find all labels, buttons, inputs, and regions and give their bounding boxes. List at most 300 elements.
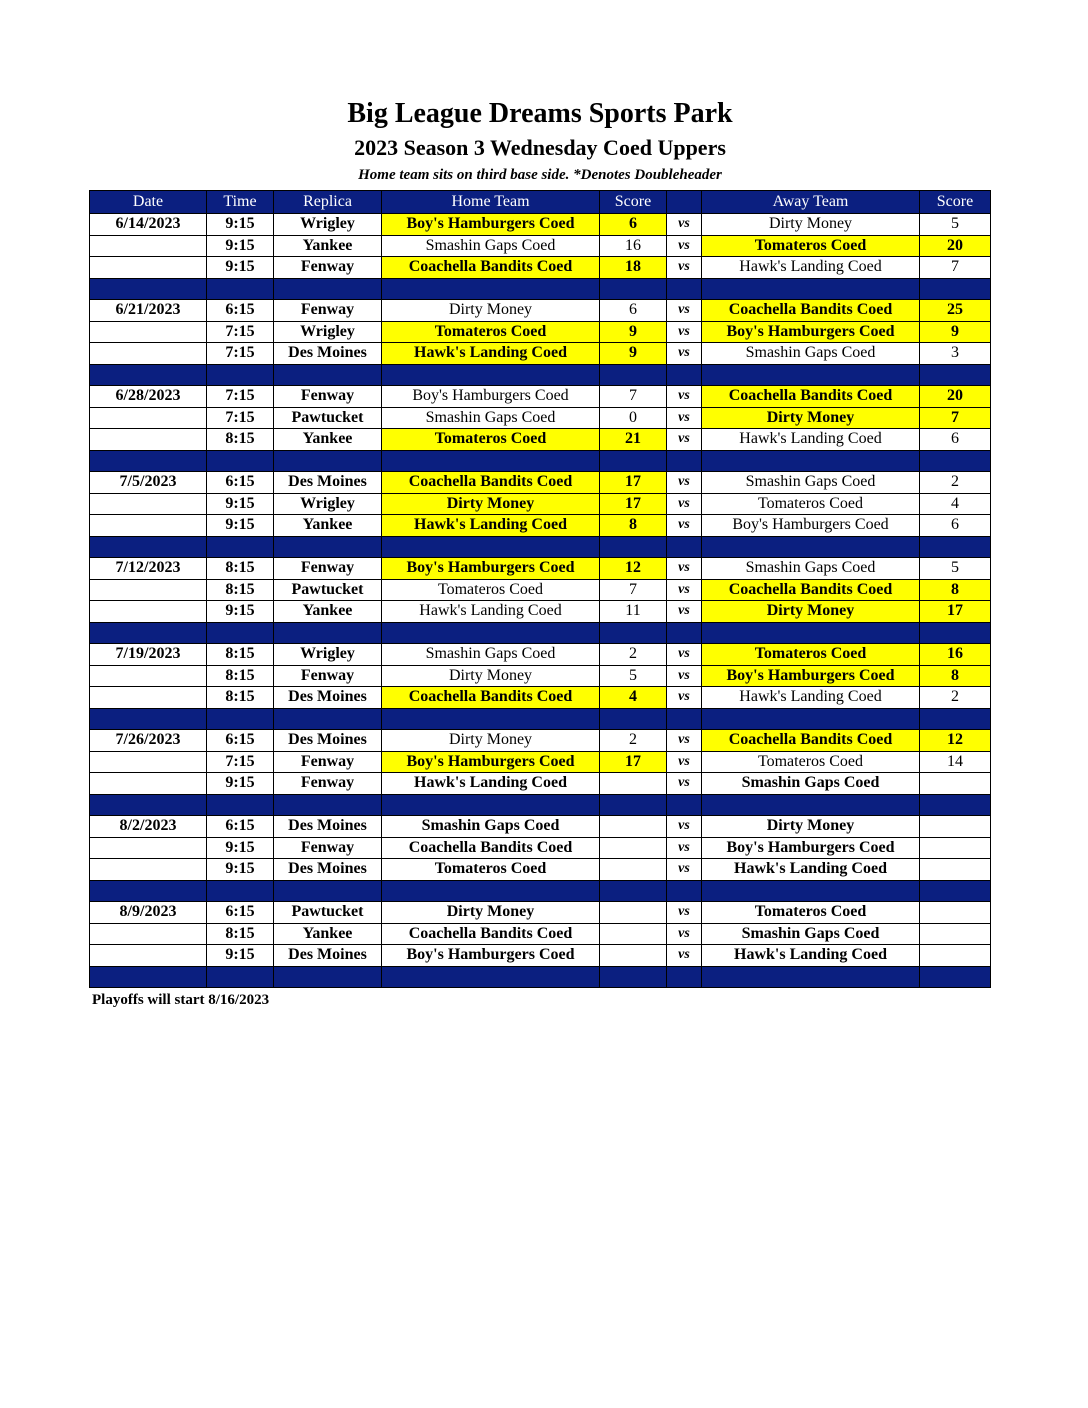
home-score: 17 [600,472,667,494]
home-team: Dirty Money [382,730,600,752]
separator-cell [600,450,667,472]
game-row [90,837,991,859]
separator-cell [382,794,600,816]
away-score [920,837,991,859]
vs-label: vs [667,515,702,537]
game-replica: Fenway [274,257,382,279]
vs-label: vs [667,429,702,451]
col-header-away-score: Score [920,191,991,214]
game-time: 8:15 [207,687,274,709]
separator-cell [274,450,382,472]
game-row [90,257,991,279]
away-score: 3 [920,343,991,365]
game-row [90,773,991,795]
game-row [90,945,991,967]
game-date [90,923,207,945]
game-row [90,515,991,537]
home-team: Tomateros Coed [382,429,600,451]
game-replica: Fenway [274,386,382,408]
separator-cell [90,364,207,386]
home-team: Boy's Hamburgers Coed [382,558,600,580]
game-date [90,407,207,429]
away-score: 9 [920,321,991,343]
separator-cell [382,364,600,386]
col-header-time: Time [207,191,274,214]
home-team: Hawk's Landing Coed [382,601,600,623]
game-time: 7:15 [207,407,274,429]
vs-label: vs [667,665,702,687]
separator-cell [600,364,667,386]
separator-cell [600,794,667,816]
away-team: Hawk's Landing Coed [702,945,920,967]
game-time: 9:15 [207,601,274,623]
vs-label: vs [667,235,702,257]
home-team: Dirty Money [382,665,600,687]
game-time: 9:15 [207,945,274,967]
game-replica: Des Moines [274,816,382,838]
separator-cell [920,278,991,300]
game-time: 6:15 [207,300,274,322]
game-replica: Wrigley [274,493,382,515]
vs-label: vs [667,214,702,236]
schedule-table [89,190,991,988]
separator-cell [90,966,207,988]
away-team: Tomateros Coed [702,493,920,515]
game-replica: Des Moines [274,472,382,494]
home-team: Coachella Bandits Coed [382,687,600,709]
separator-cell [667,708,702,730]
away-team: Dirty Money [702,816,920,838]
game-replica: Wrigley [274,214,382,236]
home-team: Dirty Money [382,493,600,515]
game-row [90,923,991,945]
game-time: 7:15 [207,343,274,365]
game-replica: Yankee [274,515,382,537]
home-team: Tomateros Coed [382,859,600,881]
game-date [90,493,207,515]
separator-cell [90,708,207,730]
separator-cell [207,536,274,558]
week-separator [90,622,991,644]
playoffs-note: Playoffs will start 8/16/2023 [92,992,270,1008]
game-time: 9:15 [207,859,274,881]
separator-cell [90,450,207,472]
separator-cell [274,536,382,558]
game-row [90,579,991,601]
away-team: Boy's Hamburgers Coed [702,837,920,859]
home-team: Boy's Hamburgers Coed [382,751,600,773]
home-score: 4 [600,687,667,709]
home-team: Hawk's Landing Coed [382,515,600,537]
separator-cell [274,278,382,300]
away-team: Boy's Hamburgers Coed [702,321,920,343]
separator-cell [702,794,920,816]
away-team: Tomateros Coed [702,235,920,257]
game-row [90,235,991,257]
col-header-replica: Replica [274,191,382,214]
separator-cell [90,278,207,300]
page-title: Big League Dreams Sports Park [347,98,733,129]
game-replica: Yankee [274,601,382,623]
game-row [90,751,991,773]
separator-cell [667,278,702,300]
separator-cell [667,536,702,558]
game-row [90,214,991,236]
vs-label: vs [667,300,702,322]
separator-cell [667,880,702,902]
game-date [90,837,207,859]
game-time: 9:15 [207,235,274,257]
game-time: 9:15 [207,257,274,279]
game-row [90,407,991,429]
away-score: 2 [920,687,991,709]
separator-cell [920,966,991,988]
game-date: 6/21/2023 [90,300,207,322]
away-team: Tomateros Coed [702,644,920,666]
away-team: Smashin Gaps Coed [702,558,920,580]
game-date [90,945,207,967]
game-time: 8:15 [207,644,274,666]
vs-label: vs [667,923,702,945]
game-date [90,773,207,795]
game-replica: Fenway [274,300,382,322]
vs-label: vs [667,837,702,859]
separator-cell [667,622,702,644]
home-team: Hawk's Landing Coed [382,773,600,795]
away-score: 5 [920,214,991,236]
game-date: 7/12/2023 [90,558,207,580]
game-row [90,665,991,687]
separator-cell [207,880,274,902]
home-team: Dirty Money [382,902,600,924]
away-team: Smashin Gaps Coed [702,773,920,795]
away-score: 4 [920,493,991,515]
game-row [90,321,991,343]
game-date [90,515,207,537]
away-score [920,923,991,945]
game-time: 7:15 [207,321,274,343]
home-team: Smashin Gaps Coed [382,644,600,666]
separator-cell [920,622,991,644]
home-score [600,923,667,945]
week-separator [90,278,991,300]
game-time: 9:15 [207,773,274,795]
separator-cell [920,880,991,902]
home-team: Tomateros Coed [382,579,600,601]
vs-label: vs [667,687,702,709]
home-score [600,859,667,881]
game-replica: Des Moines [274,859,382,881]
home-team: Coachella Bandits Coed [382,257,600,279]
game-replica: Pawtucket [274,407,382,429]
separator-cell [382,536,600,558]
home-team: Smashin Gaps Coed [382,407,600,429]
separator-cell [274,966,382,988]
away-score: 17 [920,601,991,623]
vs-label: vs [667,773,702,795]
away-team: Hawk's Landing Coed [702,687,920,709]
vs-label: vs [667,407,702,429]
separator-cell [90,536,207,558]
vs-label: vs [667,859,702,881]
home-score [600,902,667,924]
separator-cell [274,794,382,816]
away-score [920,773,991,795]
week-separator [90,708,991,730]
separator-cell [382,278,600,300]
separator-cell [667,794,702,816]
home-score [600,945,667,967]
away-team: Smashin Gaps Coed [702,923,920,945]
home-score: 9 [600,343,667,365]
game-row [90,343,991,365]
separator-cell [920,364,991,386]
separator-cell [702,880,920,902]
game-date [90,257,207,279]
away-score: 7 [920,257,991,279]
away-score: 14 [920,751,991,773]
away-team: Coachella Bandits Coed [702,300,920,322]
away-team: Dirty Money [702,407,920,429]
game-replica: Pawtucket [274,902,382,924]
home-team: Boy's Hamburgers Coed [382,945,600,967]
separator-cell [274,364,382,386]
game-date [90,859,207,881]
game-replica: Yankee [274,429,382,451]
home-score: 7 [600,579,667,601]
away-score: 12 [920,730,991,752]
away-team: Smashin Gaps Coed [702,472,920,494]
game-time: 9:15 [207,493,274,515]
game-date: 6/14/2023 [90,214,207,236]
game-date [90,601,207,623]
home-team: Boy's Hamburgers Coed [382,214,600,236]
separator-cell [382,708,600,730]
away-team: Coachella Bandits Coed [702,730,920,752]
vs-label: vs [667,902,702,924]
separator-cell [600,278,667,300]
game-time: 7:15 [207,751,274,773]
game-date: 7/26/2023 [90,730,207,752]
home-score: 8 [600,515,667,537]
game-replica: Fenway [274,773,382,795]
away-team: Hawk's Landing Coed [702,429,920,451]
game-date [90,321,207,343]
away-team: Coachella Bandits Coed [702,386,920,408]
separator-cell [667,966,702,988]
game-row [90,386,991,408]
col-header-home-score: Score [600,191,667,214]
home-team: Boy's Hamburgers Coed [382,386,600,408]
separator-cell [920,536,991,558]
game-date: 6/28/2023 [90,386,207,408]
home-score: 16 [600,235,667,257]
separator-cell [702,364,920,386]
vs-label: vs [667,472,702,494]
game-replica: Wrigley [274,644,382,666]
separator-cell [207,450,274,472]
home-score: 9 [600,321,667,343]
game-date [90,751,207,773]
home-team: Hawk's Landing Coed [382,343,600,365]
game-date [90,235,207,257]
game-row [90,493,991,515]
game-replica: Pawtucket [274,579,382,601]
game-row [90,859,991,881]
game-date: 7/19/2023 [90,644,207,666]
away-score: 7 [920,407,991,429]
away-score: 6 [920,515,991,537]
game-time: 9:15 [207,515,274,537]
away-team: Dirty Money [702,214,920,236]
home-score: 5 [600,665,667,687]
vs-label: vs [667,945,702,967]
game-replica: Des Moines [274,730,382,752]
home-score: 2 [600,730,667,752]
game-time: 8:15 [207,923,274,945]
vs-label: vs [667,816,702,838]
home-score: 7 [600,386,667,408]
col-header-home-team: Home Team [382,191,600,214]
game-time: 6:15 [207,472,274,494]
home-score [600,837,667,859]
schedule-body [90,214,991,988]
home-score: 0 [600,407,667,429]
vs-label: vs [667,321,702,343]
home-score: 2 [600,644,667,666]
game-replica: Yankee [274,235,382,257]
home-score: 17 [600,493,667,515]
game-row [90,730,991,752]
home-score: 17 [600,751,667,773]
header-row [90,191,991,214]
separator-cell [600,708,667,730]
separator-cell [382,622,600,644]
game-date [90,343,207,365]
home-team: Dirty Money [382,300,600,322]
game-time: 6:15 [207,902,274,924]
vs-label: vs [667,493,702,515]
game-row [90,601,991,623]
game-replica: Wrigley [274,321,382,343]
separator-cell [207,966,274,988]
home-score [600,816,667,838]
separator-cell [702,536,920,558]
separator-cell [382,880,600,902]
game-time: 9:15 [207,214,274,236]
separator-cell [702,278,920,300]
separator-cell [667,450,702,472]
game-time: 8:15 [207,579,274,601]
game-time: 6:15 [207,730,274,752]
home-team: Coachella Bandits Coed [382,837,600,859]
game-date: 8/9/2023 [90,902,207,924]
vs-label: vs [667,386,702,408]
away-team: Tomateros Coed [702,902,920,924]
separator-cell [274,622,382,644]
separator-cell [920,794,991,816]
away-team: Coachella Bandits Coed [702,579,920,601]
game-date [90,429,207,451]
separator-cell [207,794,274,816]
home-team: Tomateros Coed [382,321,600,343]
separator-cell [600,622,667,644]
vs-label: vs [667,257,702,279]
game-row [90,644,991,666]
week-separator [90,880,991,902]
separator-cell [90,880,207,902]
home-score: 11 [600,601,667,623]
game-replica: Fenway [274,558,382,580]
game-date [90,579,207,601]
away-score: 20 [920,235,991,257]
away-score [920,945,991,967]
separator-cell [274,880,382,902]
week-separator [90,364,991,386]
week-separator [90,450,991,472]
game-date [90,665,207,687]
away-score: 20 [920,386,991,408]
separator-cell [207,708,274,730]
away-team: Dirty Money [702,601,920,623]
home-team: Smashin Gaps Coed [382,816,600,838]
separator-cell [90,622,207,644]
game-time: 8:15 [207,429,274,451]
page-note: Home team sits on third base side. *Denotes Doubleheader [358,167,722,183]
separator-cell [207,364,274,386]
game-replica: Fenway [274,665,382,687]
away-score [920,816,991,838]
away-score: 6 [920,429,991,451]
separator-cell [702,622,920,644]
week-separator [90,966,991,988]
game-row [90,558,991,580]
away-team: Boy's Hamburgers Coed [702,665,920,687]
home-team: Smashin Gaps Coed [382,235,600,257]
away-team: Hawk's Landing Coed [702,859,920,881]
home-team: Coachella Bandits Coed [382,472,600,494]
vs-label: vs [667,601,702,623]
vs-label: vs [667,751,702,773]
separator-cell [274,708,382,730]
game-time: 8:15 [207,665,274,687]
home-score: 18 [600,257,667,279]
away-score: 8 [920,579,991,601]
game-replica: Des Moines [274,687,382,709]
separator-cell [207,278,274,300]
col-header-vs [667,191,702,214]
game-replica: Fenway [274,751,382,773]
home-score: 12 [600,558,667,580]
game-time: 6:15 [207,816,274,838]
away-score [920,902,991,924]
away-score: 16 [920,644,991,666]
separator-cell [382,966,600,988]
separator-cell [207,622,274,644]
game-row [90,902,991,924]
game-date: 8/2/2023 [90,816,207,838]
vs-label: vs [667,579,702,601]
game-time: 9:15 [207,837,274,859]
game-time: 7:15 [207,386,274,408]
home-score: 6 [600,214,667,236]
away-team: Boy's Hamburgers Coed [702,515,920,537]
game-replica: Des Moines [274,945,382,967]
away-team: Smashin Gaps Coed [702,343,920,365]
page-subtitle: 2023 Season 3 Wednesday Coed Uppers [354,135,726,160]
separator-cell [920,708,991,730]
game-replica: Yankee [274,923,382,945]
